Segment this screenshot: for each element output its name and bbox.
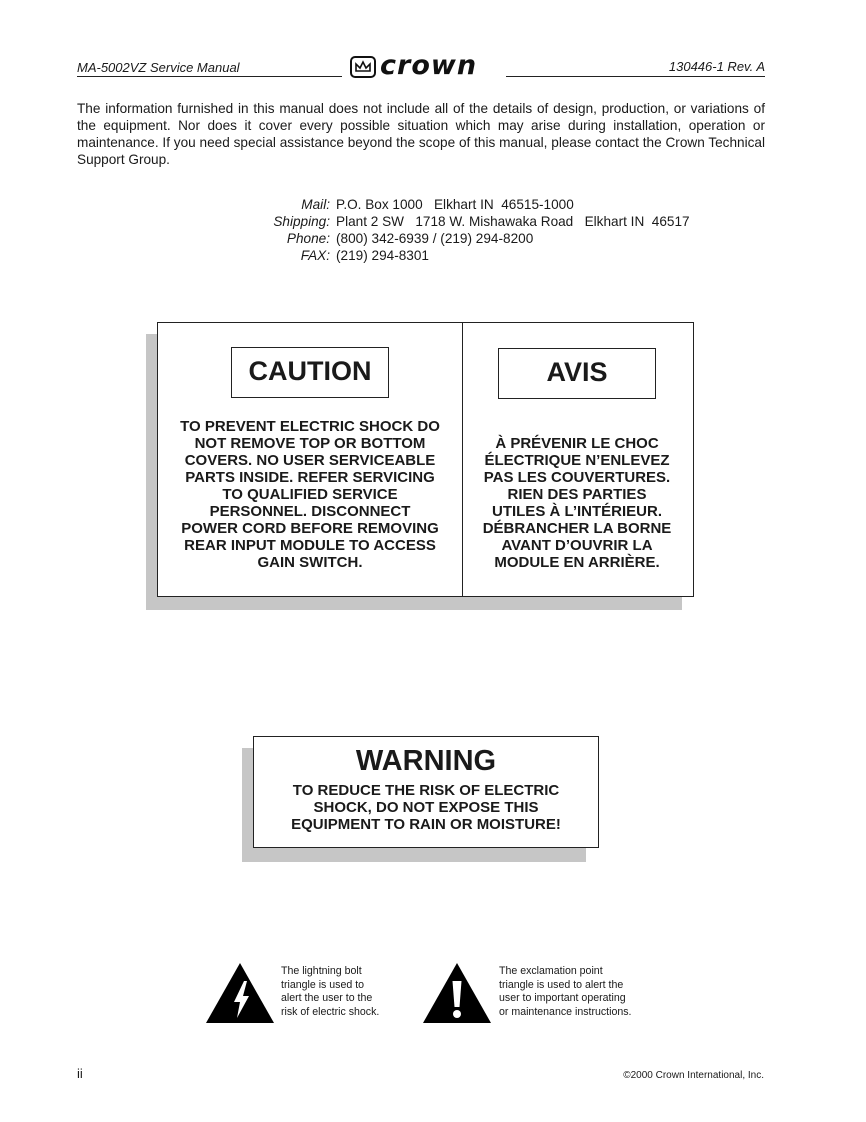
warning-line: EQUIPMENT TO RAIN OR MOISTURE! bbox=[291, 816, 561, 833]
contact-label: FAX: bbox=[300, 248, 330, 263]
caution-text bbox=[165, 418, 455, 571]
avis-line: DÉBRANCHER LA BORNE bbox=[482, 520, 672, 537]
caution-line: REAR INPUT MODULE TO ACCESS bbox=[184, 537, 436, 554]
warning-title: WARNING bbox=[355, 745, 497, 777]
contact-row-mail bbox=[0, 196, 866, 213]
avis-line: RIEN DES PARTIES bbox=[507, 486, 647, 503]
header-rule-left bbox=[77, 76, 342, 77]
avis-line: À PRÉVENIR LE CHOC bbox=[495, 435, 659, 452]
symbol-text-line: or maintenance instructions. bbox=[499, 1005, 632, 1018]
contact-row-fax bbox=[0, 247, 866, 264]
warning-line: TO REDUCE THE RISK OF ELECTRIC bbox=[292, 782, 560, 799]
contact-block bbox=[0, 196, 866, 264]
caution-line: PARTS INSIDE. REFER SERVICING bbox=[185, 469, 435, 486]
caution-line: TO QUALIFIED SERVICE bbox=[222, 486, 398, 503]
caution-line: NOT REMOVE TOP OR BOTTOM bbox=[194, 435, 426, 452]
crown-logo bbox=[350, 50, 502, 81]
contact-label: Phone: bbox=[286, 231, 330, 246]
symbol-text-line: risk of electric shock. bbox=[281, 1005, 380, 1018]
caution-line: COVERS. NO USER SERVICEABLE bbox=[184, 452, 436, 469]
intro-paragraph: The information furnished in this manual does not include all of the details of design, production, or variations of the equipment. Nor does it cover every possible situation which may arise during installation, operation or maintenance. If you need special assistance beyond the scope of this manual, please contact the Crown Technical Support Group. bbox=[77, 101, 765, 167]
warning-text bbox=[253, 782, 599, 833]
contact-value: Plant 2 SW 1718 W. Mishawaka Road Elkhart IN 46517 bbox=[336, 214, 690, 229]
caution-line: TO PREVENT ELECTRIC SHOCK DO bbox=[180, 418, 440, 435]
caution-line: POWER CORD BEFORE REMOVING bbox=[181, 520, 439, 537]
symbol-text-line: triangle is used to alert the bbox=[499, 978, 624, 991]
caution-title: CAUTION bbox=[231, 347, 389, 398]
crown-logo-wordmark: crown bbox=[380, 50, 478, 81]
symbol-text-line: triangle is used to bbox=[281, 978, 365, 991]
avis-line: MODULE EN ARRIÈRE. bbox=[494, 554, 660, 571]
avis-title: AVIS bbox=[498, 348, 656, 399]
caution-line: GAIN SWITCH. bbox=[257, 554, 363, 571]
lightning-bolt-triangle-icon bbox=[204, 961, 276, 1025]
contact-value: (219) 294-8301 bbox=[336, 248, 429, 263]
avis-line: ÉLECTRIQUE N’ENLEVEZ bbox=[484, 452, 670, 469]
symbol-text-line: alert the user to the bbox=[281, 992, 373, 1005]
avis-line: PAS LES COUVERTURES. bbox=[483, 469, 671, 486]
doc-number: 130446-1 Rev. A bbox=[668, 59, 765, 74]
exclamation-description bbox=[499, 965, 659, 1019]
caution-box-divider bbox=[462, 322, 463, 597]
contact-row-shipping bbox=[0, 213, 866, 230]
caution-line: PERSONNEL. DISCONNECT bbox=[209, 503, 411, 520]
lightning-bolt-description bbox=[281, 965, 401, 1019]
contact-value: P.O. Box 1000 Elkhart IN 46515-1000 bbox=[336, 197, 574, 212]
contact-row-phone bbox=[0, 230, 866, 247]
warning-line: SHOCK, DO NOT EXPOSE THIS bbox=[313, 799, 539, 816]
exclamation-triangle-icon bbox=[421, 961, 493, 1025]
manual-title: MA-5002VZ Service Manual bbox=[77, 60, 240, 75]
crown-logo-mark-icon bbox=[350, 56, 376, 78]
symbol-text-line: The lightning bolt bbox=[281, 965, 362, 977]
avis-text bbox=[466, 435, 688, 571]
contact-label: Mail: bbox=[301, 197, 330, 212]
avis-line: AVANT D’OUVRIR LA bbox=[501, 537, 653, 554]
page-number: ii bbox=[77, 1066, 83, 1081]
symbol-text-line: user to important operating bbox=[499, 992, 626, 1005]
symbol-text-line: The exclamation point bbox=[499, 965, 603, 977]
avis-line: UTILES À L’INTÉRIEUR. bbox=[491, 503, 662, 520]
contact-value: (800) 342-6939 / (219) 294-8200 bbox=[336, 231, 534, 246]
contact-label: Shipping: bbox=[273, 214, 330, 229]
copyright: ©2000 Crown International, Inc. bbox=[623, 1070, 764, 1081]
header-rule-right bbox=[506, 76, 765, 77]
